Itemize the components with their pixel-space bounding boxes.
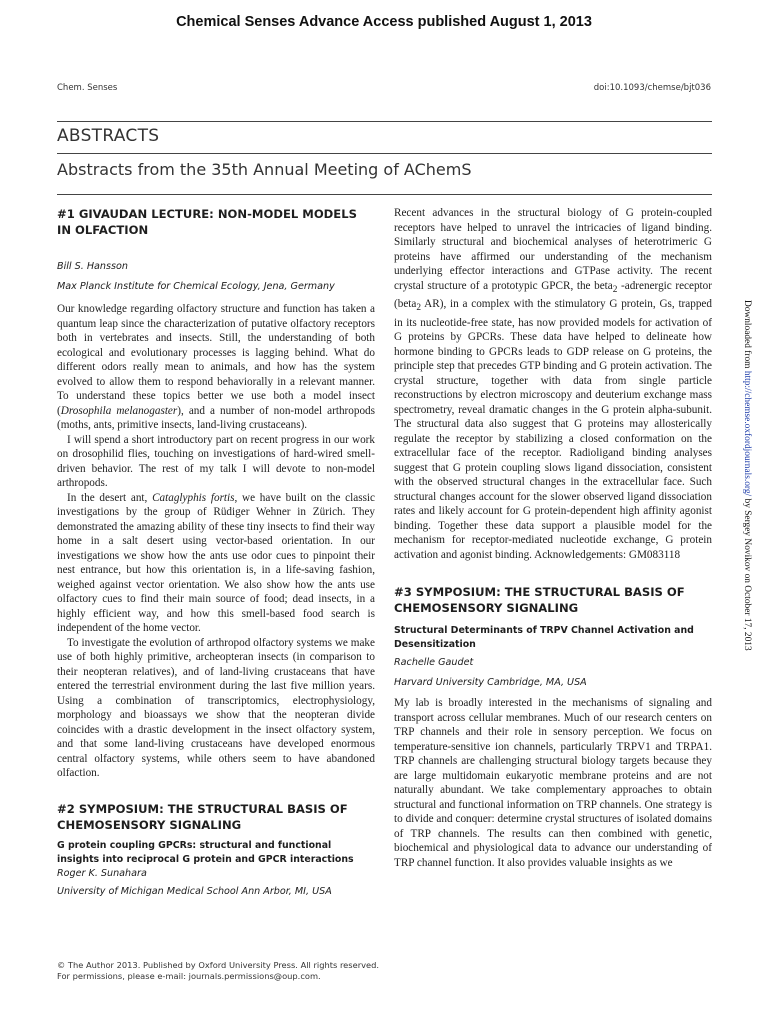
- right-column: [394, 206, 712, 870]
- abstract2-heading: #2 SYMPOSIUM: THE STRUCTURAL BASIS OF CHEMOSENSORY SIGNALING: [57, 801, 348, 832]
- download-note: Downloaded from http://chemse.oxfordjournals.org/ by Sergey Novikov on October 17, 2013: [742, 300, 752, 651]
- header-rule-top: [57, 121, 712, 122]
- doi-label: doi:10.1093/chemse/bjt036: [593, 83, 711, 93]
- advance-access-banner: Chemical Senses Advance Access published August 1, 2013: [176, 14, 592, 30]
- permissions-line: For permissions, please e-mail: journals.permissions@oup.com.: [57, 971, 321, 981]
- abstract3-affiliation: Harvard University Cambridge, MA, USA: [394, 677, 587, 689]
- abstract3-subtitle: Structural Determinants of TRPV Channel Activation and Desensitization: [394, 625, 694, 651]
- journal-name: Chem. Senses: [57, 83, 118, 93]
- species-name: Drosophila melanogaster: [60, 404, 178, 417]
- abstract1-heading: #1 GIVAUDAN LECTURE: NON-MODEL MODELS IN OLFACTION: [57, 207, 357, 237]
- abstract3-paragraph-1: My lab is broadly interested in the mechanisms of signaling and transport across cellular membranes. Much of our research centers on TRP channels and their role in sensory perception. We focus on temperature-sensitive ion channels, particularly TRPV1 and TRPA1. TRP channels are challenging structural biology targets because they are large multidomain eukaryotic membrane proteins and are not naturally abundant. We take complementary approaches to obtain structural and functional information on TRP channels. One strategy is to divide and conquer: determine crystal structures of isolated domains of TRP channels. The results can then combined with genetic, biochemical and physiological data to advance our understanding of TRP channel function. It also provides valuable insights as we: [394, 697, 712, 869]
- copyright-footer: [57, 960, 379, 982]
- abstract1-author: Bill S. Hansson: [57, 261, 128, 272]
- abstract2-paragraph-1: Recent advances in the structural biology of G protein-coupled receptors have helped to unravel the intricacies of ligand binding. Similarly structural and biochemical analyses of heterotrimeric G proteins have affirmed our understanding of the mechanism underlying effector interactions and GTPase activity. The recent crystal structure of a prototypic GPCR, the beta$_2$ -adrenergic receptor (beta$_2$ AR), in a complex with the stimulatory G protein, Gs, trapped in its nucleotide-free state, has now provided models for activation of G proteins by GPCRs. These data have helped to delineate how hormone binding to GPCRs leads to GDP release on G proteins, the principle step that precedes GTP binding and G protein activation. The crystal structure, together with data from single particle reconstructions by electron microscopy and deuterium exchange mass spectrometry, reveal dramatic changes in the G protein alpha-subunit. The structural data also suggest that G proteins may allosterically regulate the receptor by stabilizing a closed conformation on the extracellular face of the receptor. Radioligand binding analyses suggest that G protein coupling slows ligand dissociation, consistent with the observed structural changes in the extracellular face. Such structural changes account for the slower observed ligand dissociation rates and likely account for G protein-dependent high affinity agonist binding. Together these data support a plausible model for the mechanism for receptor-mediated nucleotide exchange, G protein activation and agonist binding. Acknowledgements: GM083118: [394, 207, 712, 561]
- download-link[interactable]: http://chemse.oxfordjournals.org/: [742, 370, 752, 497]
- abstract2-author: Roger K. Sunahara: [57, 867, 147, 879]
- section-label: ABSTRACTS: [57, 126, 160, 146]
- abstract3-heading: #3 SYMPOSIUM: THE STRUCTURAL BASIS OF CHEMOSENSORY SIGNALING: [394, 585, 685, 616]
- abstract1-affiliation: Max Planck Institute for Chemical Ecology, Jena, Germany: [57, 281, 335, 292]
- abstract3-author: Rachelle Gaudet: [394, 657, 474, 669]
- left-column: [57, 206, 375, 899]
- abstract1-paragraph-4: To investigate the evolution of arthropod olfactory systems we make use of both highly primitive, archeopteran insects (in comparison to their neopteran relatives), and of land-living crustaceans that have entered the terrestrial environment during the last five million years. Using a combination of transcriptomics, electrophysiology, morphology and bioassays we show that the neopteran divide coincides with a drastic development in the insect olfactory system, and that some land-living crustaceans have developed enormous central olfactory systems, while others seem to have abandoned olfaction.: [57, 636, 375, 779]
- species-name: Cataglyphis fortis: [152, 491, 235, 504]
- header-rule-bottom: [57, 194, 712, 195]
- header-rule-middle: [57, 153, 712, 154]
- section-title: Abstracts from the 35th Annual Meeting of AChemS: [57, 160, 472, 179]
- abstract2-affiliation: University of Michigan Medical School Ann Arbor, MI, USA: [57, 885, 332, 897]
- abstract1-paragraph-3: In the desert ant, Cataglyphis fortis, we have built on the classic investigations by the group of Rüdiger Wehner in Zürich. They demonstrated the amazing ability of these tiny insects to find their way home in a salt desert using vector-based orientation. In our investigations we show how the ants use odor cues to pinpoint their nest entrance, but how this orientation is, in a life-saving fashion, weighed against vector orientation. We also show how the ants use olfactory cues to find their main source of food; dead insects, in a highly efficient way, and how this smell-based food search is independent of the home vector.: [57, 491, 375, 634]
- abstract2-subtitle: G protein coupling GPCRs: structural and functional insights into reciprocal G protein and GPCR interactions: [57, 839, 354, 865]
- copyright-line: © The Author 2013. Published by Oxford University Press. All rights reserved.: [57, 960, 380, 970]
- abstract1-paragraph-1: Our knowledge regarding olfactory structure and function has taken a quantum leap since the characterization of putative olfactory receptors both in vertebrates and insects. Still, the understanding of both ecological and evolutionary processes is lagging behind. What do different odors really mean to animals, and how has the system evolved to allow them to respond behaviorally in a relevant manner. To understand these topics better we use both a model insect (Drosophila melanogaster), and a number of non-model arthropods (moths, ants, primitive insects, land-living crustaceans).: [57, 303, 375, 431]
- abstract1-paragraph-2: I will spend a short introductory part on recent progress in our work on drosophilid flies, touching on investigations of hard-wired smell-driven behavior. The rest of my talk I will devote to non-model arthropods.: [57, 433, 375, 489]
